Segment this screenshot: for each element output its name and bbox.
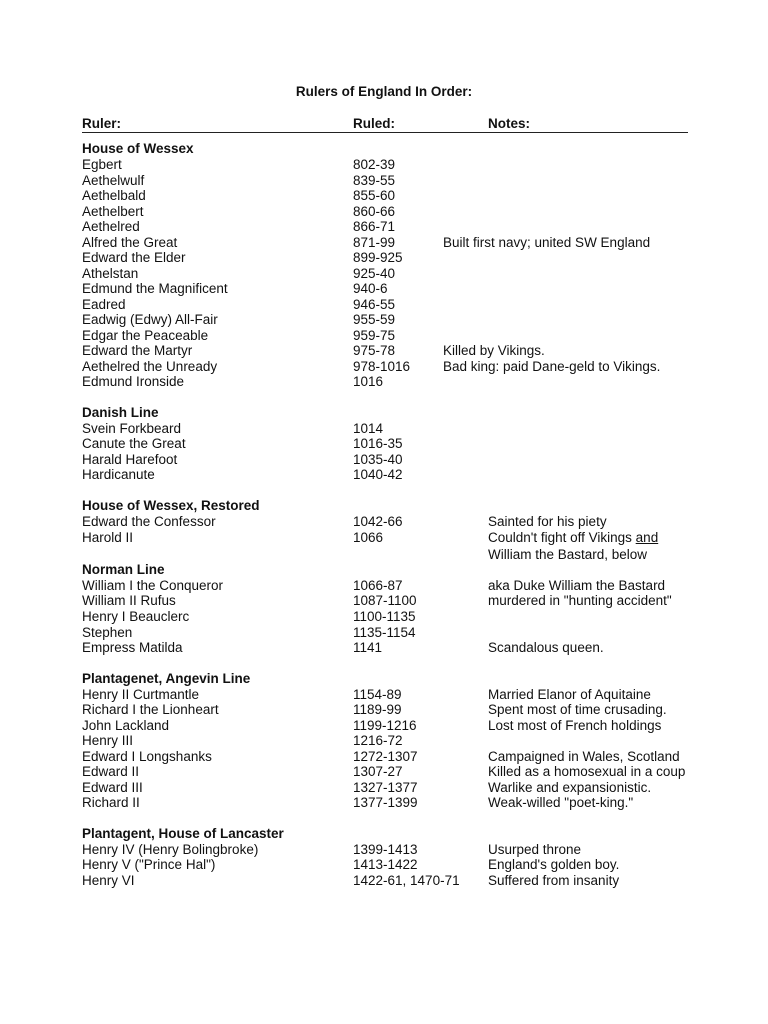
- ruler-name: Henry V ("Prince Hal"): [82, 857, 216, 872]
- table-row: [0, 235, 768, 251]
- ruled-years: 1014: [353, 421, 384, 436]
- ruler-name: William I the Conqueror: [82, 578, 224, 593]
- ruled-years: 978-1016: [353, 359, 411, 374]
- table-row: [0, 764, 768, 780]
- ruled-years: 1141: [353, 640, 383, 655]
- ruled-years: 871-99: [353, 235, 396, 250]
- table-row: [0, 281, 768, 297]
- section-heading: [0, 405, 768, 421]
- ruled-years: 860-66: [353, 204, 396, 219]
- ruler-name: Stephen: [82, 625, 133, 640]
- table-row: [0, 842, 768, 858]
- ruler-name: Egbert: [82, 157, 122, 172]
- ruled-years: 955-59: [353, 312, 396, 327]
- ruler-note: Campaigned in Wales, Scotland: [488, 749, 680, 764]
- ruled-years: 1377-1399: [353, 795, 418, 810]
- ruler-note: Lost most of French holdings: [488, 718, 662, 733]
- section-heading: [0, 562, 768, 578]
- ruler-name: Edgar the Peaceable: [82, 328, 209, 343]
- table-row: [0, 219, 768, 235]
- ruled-years: 1422-61, 1470-71: [353, 873, 460, 888]
- table-row: [0, 359, 768, 375]
- ruler-name: William II Rufus: [82, 593, 176, 608]
- ruler-name: Aethelred: [82, 219, 140, 234]
- ruler-note: Bad king: paid Dane-geld to Vikings.: [443, 359, 661, 374]
- section-heading: [0, 498, 768, 514]
- ruler-name: Edward the Elder: [82, 250, 186, 265]
- section-title: Norman Line: [82, 562, 165, 577]
- ruled-years: 1066: [353, 530, 384, 545]
- section-title: House of Wessex: [82, 141, 194, 156]
- ruler-name: Harald Harefoot: [82, 452, 178, 467]
- table-row: [0, 250, 768, 266]
- ruled-years: 925-40: [353, 266, 396, 281]
- table-row: [0, 173, 768, 189]
- ruled-years: 1199-1216: [353, 718, 417, 733]
- table-row: [0, 687, 768, 703]
- ruler-name: Hardicanute: [82, 467, 155, 482]
- ruled-years: 1035-40: [353, 452, 403, 467]
- ruled-years: 1135-1154: [353, 625, 416, 640]
- ruler-name: Canute the Great: [82, 436, 186, 451]
- ruler-note: Suffered from insanity: [488, 873, 620, 888]
- ruler-note: William the Bastard, below: [488, 547, 648, 562]
- ruler-note: Warlike and expansionistic.: [488, 780, 652, 795]
- table-row: [0, 514, 768, 530]
- section-heading: [0, 671, 768, 687]
- ruler-name: Aethelred the Unready: [82, 359, 218, 374]
- section-title: Plantagent, House of Lancaster: [82, 826, 284, 841]
- ruler-name: Edmund the Magnificent: [82, 281, 228, 296]
- ruled-years: 1327-1377: [353, 780, 418, 795]
- ruler-note: Usurped throne: [488, 842, 582, 857]
- ruled-years: 866-71: [353, 219, 396, 234]
- ruler-name: Alfred the Great: [82, 235, 178, 250]
- ruled-years: 1399-1413: [353, 842, 418, 857]
- ruled-years: 1307-27: [353, 764, 403, 779]
- section-title: Danish Line: [82, 405, 159, 420]
- ruler-name: Edward the Confessor: [82, 514, 216, 529]
- ruler-note: aka Duke William the Bastard: [488, 578, 666, 593]
- table-row: [0, 718, 768, 734]
- ruler-name: Aethelbald: [82, 188, 146, 203]
- table-row: [0, 795, 768, 811]
- ruled-years: 1040-42: [353, 467, 403, 482]
- table-row: [0, 733, 768, 749]
- table-row: [0, 467, 768, 483]
- table-row: [0, 702, 768, 718]
- table-row: [0, 188, 768, 204]
- ruler-name: Edward II: [82, 764, 140, 779]
- ruled-years: 940-6: [353, 281, 388, 296]
- table-row: [0, 593, 768, 609]
- section-title: House of Wessex, Restored: [82, 498, 260, 513]
- ruled-years: 1154-89: [353, 687, 402, 702]
- ruler-name: Edward III: [82, 780, 143, 795]
- table-row: [0, 157, 768, 173]
- table-row: [0, 436, 768, 452]
- ruled-years: 1272-1307: [353, 749, 418, 764]
- table-row: [0, 640, 768, 656]
- ruled-years: 1413-1422: [353, 857, 418, 872]
- ruler-name: Edmund Ironside: [82, 374, 185, 389]
- column-header-ruled: Ruled:: [353, 116, 395, 131]
- table-row: [0, 578, 768, 594]
- ruler-name: Aethelbert: [82, 204, 144, 219]
- table-row: [0, 374, 768, 390]
- ruled-years: 975-78: [353, 343, 396, 358]
- table-row: [0, 530, 768, 546]
- ruled-years: 899-925: [353, 250, 403, 265]
- ruler-name: Athelstan: [82, 266, 139, 281]
- table-row: [0, 328, 768, 344]
- underlined-word: and: [635, 530, 659, 545]
- ruled-years: 839-55: [353, 173, 396, 188]
- table-row: [0, 749, 768, 765]
- ruler-note: Scandalous queen.: [488, 640, 604, 655]
- table-row: [0, 452, 768, 468]
- table-row: [0, 312, 768, 328]
- ruled-years: 1189-99: [353, 702, 402, 717]
- section-heading: [0, 826, 768, 842]
- ruler-name: Richard I the Lionheart: [82, 702, 219, 717]
- ruled-years: 1100-1135: [353, 609, 416, 624]
- ruler-name: Svein Forkbeard: [82, 421, 182, 436]
- table-row: [0, 609, 768, 625]
- ruler-note: Killed by Vikings.: [443, 343, 545, 358]
- ruler-name: Edward the Martyr: [82, 343, 193, 358]
- column-header-notes: Notes:: [488, 116, 531, 131]
- ruler-name: Henry III: [82, 733, 134, 748]
- ruled-years: 1016-35: [353, 436, 403, 451]
- ruler-note: Built first navy; united SW England: [443, 235, 651, 250]
- ruler-name: Henry II Curtmantle: [82, 687, 200, 702]
- table-row: [0, 547, 768, 563]
- ruler-name: Henry IV (Henry Bolingbroke): [82, 842, 259, 857]
- ruler-name: Edward I Longshanks: [82, 749, 212, 764]
- section-title: Plantagenet, Angevin Line: [82, 671, 251, 686]
- header-divider: [82, 132, 688, 133]
- document-title: Rulers of England In Order:: [295, 84, 473, 99]
- ruled-years: 1042-66: [353, 514, 403, 529]
- ruler-name: Harold II: [82, 530, 134, 545]
- ruled-years: 802-39: [353, 157, 396, 172]
- ruler-note: Weak-willed "poet-king.": [488, 795, 634, 810]
- ruler-name: John Lackland: [82, 718, 170, 733]
- ruler-name: Eadred: [82, 297, 126, 312]
- table-row: [0, 780, 768, 796]
- ruled-years: 946-55: [353, 297, 396, 312]
- table-row: [0, 421, 768, 437]
- table-row: [0, 857, 768, 873]
- table-row: [0, 625, 768, 641]
- ruler-name: Richard II: [82, 795, 140, 810]
- table-row: [0, 873, 768, 889]
- ruled-years: 1066-87: [353, 578, 403, 593]
- ruler-name: Henry I Beauclerc: [82, 609, 190, 624]
- table-row: [0, 343, 768, 359]
- table-row: [0, 297, 768, 313]
- ruler-note: Married Elanor of Aquitaine: [488, 687, 651, 702]
- ruler-note: Sainted for his piety: [488, 514, 607, 529]
- ruler-note: Couldn't fight off Vikings and: [488, 530, 659, 545]
- ruler-name: Aethelwulf: [82, 173, 145, 188]
- ruler-name: Empress Matilda: [82, 640, 183, 655]
- ruler-name: Eadwig (Edwy) All-Fair: [82, 312, 218, 327]
- ruler-note: Spent most of time crusading.: [488, 702, 667, 717]
- ruled-years: 1087-1100: [353, 593, 417, 608]
- table-row: [0, 266, 768, 282]
- ruled-years: 855-60: [353, 188, 396, 203]
- ruled-years: 959-75: [353, 328, 396, 343]
- ruled-years: 1216-72: [353, 733, 403, 748]
- ruled-years: 1016: [353, 374, 384, 389]
- ruler-note: murdered in "hunting accident": [488, 593, 672, 608]
- ruler-note: England's golden boy.: [488, 857, 620, 872]
- ruler-name: Henry VI: [82, 873, 135, 888]
- ruler-note: Killed as a homosexual in a coup: [488, 764, 686, 779]
- section-heading: [0, 141, 768, 157]
- table-row: [0, 204, 768, 220]
- column-header-ruler: Ruler:: [82, 116, 122, 131]
